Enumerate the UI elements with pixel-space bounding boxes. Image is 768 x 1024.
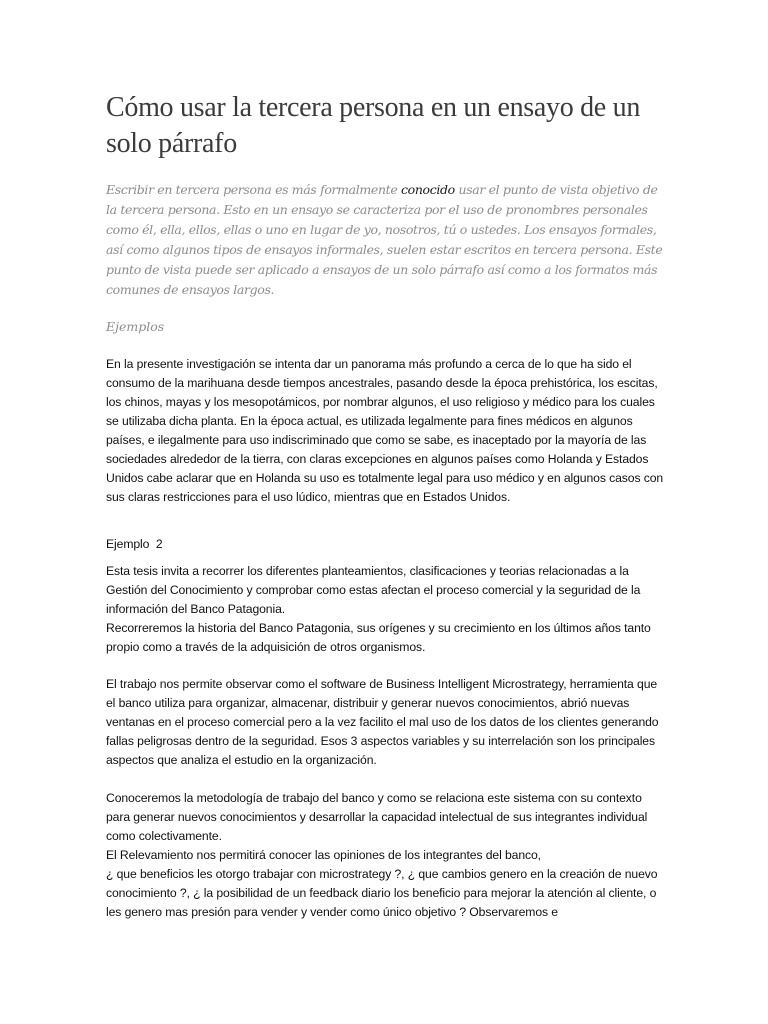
example-2-paragraph-1: Esta tesis invita a recorrer los diferentes planteamientos, clasificaciones y teorias relacionadas a la Gestión del Conocimiento y comprobar como estas afectan el proceso comercial y la seguridad de la información del Banco Patagonia.	[106, 564, 641, 616]
example-2-paragraph-6: ¿ que beneficios les otorgo trabajar con microstrategy ?, ¿ que cambios genero en la creación de nuevo conocimiento ?, ¿ la posibilidad de un feedback diario los beneficio para mejorar la atención al cliente, o les genero mas presión para vender y vender como único objetivo ? Observaremos e	[106, 867, 658, 919]
example-2-paragraph-2: Recorreremos la historia del Banco Patagonia, sus orígenes y su crecimiento en los últimos años tanto propio como a través de la adquisición de otros organismos.	[106, 621, 651, 654]
example-2-software-block	[106, 675, 666, 770]
example-2-heading-block	[106, 535, 666, 554]
example-2-intro-block	[106, 562, 666, 657]
example-2-heading: Ejemplo 2	[106, 537, 163, 551]
intro-link[interactable]: conocido	[401, 182, 455, 197]
example-2-paragraph-4: Conoceremos la metodología de trabajo del banco y como se relaciona este sistema con su contexto para generar nuevos conocimientos y desarrollar la capacidad intelectual de sus integrantes individual como colectivamente.	[106, 791, 648, 843]
section-heading-ejemplos: Ejemplos	[106, 319, 165, 334]
example-1-paragraph: En la presente investigación se intenta dar un panorama más profundo a cerca de lo que ha sido el consumo de la marihuana desde tiempos ancestrales, pasando desde la época prehistórica, los escitas, los chinos, mayas y los mesopotámicos, por nombrar algunos, el uso religioso y médico para los cuales se utilizaba dicha planta. En la época actual, es utilizada legalmente para fines médicos en algunos países, e ilegalmente para uso indiscriminado que como se sabe, es inaceptado por la mayoría de las sociedades alrededor de la tierra, con claras excepciones en algunos países como Holanda y Estados Unidos cabe aclarar que en Holanda su uso es totalmente legal para uso médico y en algunos casos con sus claras restricciones para el uso lúdico, mientras que en Estados Unidos.	[106, 357, 664, 504]
intro-text-start: Escribir en tercera persona es más formalmente	[106, 182, 402, 197]
example-1-block	[106, 355, 666, 507]
example-2-methodology-block	[106, 789, 666, 922]
intro-paragraph	[106, 180, 666, 300]
intro-text-end: usar el punto de vista objetivo de la tercera persona. Esto en un ensayo se caracteriza por el uso de pronombres personales como él, ella, ellos, ellas o uno en lugar de yo, nosotros, tú o ustedes. Los ensayos formales, así como algunos tipos de ensayos informales, suelen estar escritos en tercera persona. Este punto de vista puede ser aplicado a ensayos de un solo párrafo así como a los formatos más comunes de ensayos largos.	[106, 182, 663, 297]
example-2-paragraph-5: El Relevamiento nos permitirá conocer las opiniones de los integrantes del banco,	[106, 848, 541, 862]
document-title: Cómo usar la tercera persona en un ensayo de un solo párrafo	[106, 92, 641, 159]
example-2-paragraph-3: El trabajo nos permite observar como el software de Business Intelligent Microstrategy, herramienta que el banco utiliza para organizar, almacenar, distribuir y generar nuevos conocimientos, abrió nuevas ventanas en el proceso comercial pero a la vez facilito el mal uso de los datos de los clientes generando fallas peligrosas dentro de la seguridad. Esos 3 aspectos variables y su interrelación son los principales aspectos que analiza el estudio en la organización.	[106, 677, 659, 767]
